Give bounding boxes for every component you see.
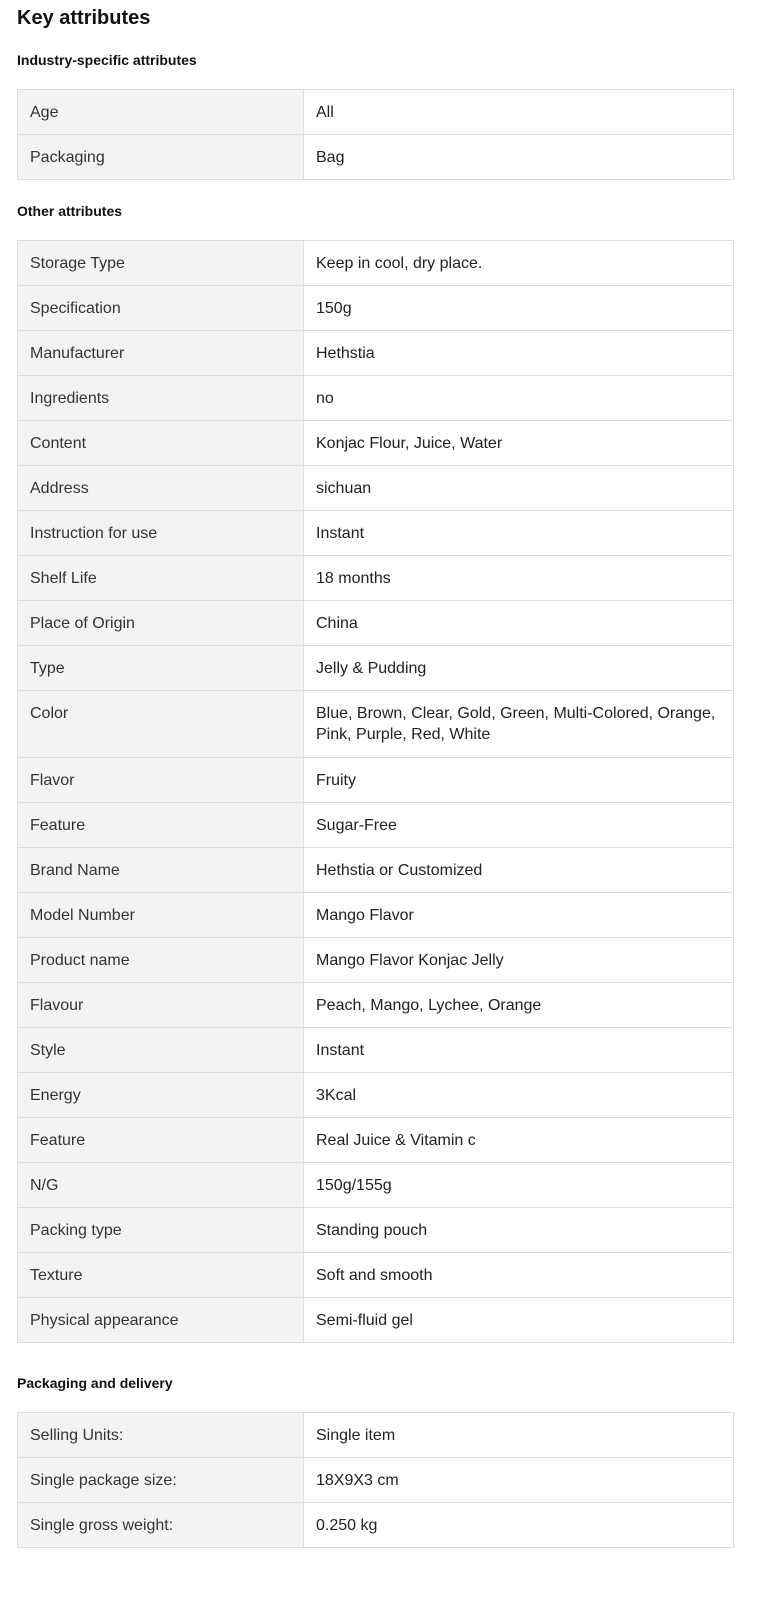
table-row	[18, 601, 734, 646]
attribute-key: Specification	[18, 286, 304, 331]
other-attributes-table	[17, 240, 734, 1343]
attribute-value: no	[304, 376, 734, 421]
attribute-key: Instruction for use	[18, 511, 304, 556]
section-heading-packaging: Packaging and delivery	[17, 1375, 173, 1391]
attribute-value: Single item	[304, 1413, 734, 1458]
table-row	[18, 758, 734, 803]
attribute-key: Packing type	[18, 1208, 304, 1253]
table-row	[18, 893, 734, 938]
attribute-value: Mango Flavor	[304, 893, 734, 938]
section-heading-industry: Industry-specific attributes	[17, 52, 197, 68]
attribute-key: Texture	[18, 1253, 304, 1298]
table-row	[18, 511, 734, 556]
attribute-value: All	[304, 90, 734, 135]
attribute-key: Color	[18, 691, 304, 758]
table-row	[18, 376, 734, 421]
attribute-key: Feature	[18, 1118, 304, 1163]
page-title: Key attributes	[17, 7, 151, 29]
attribute-value: Real Juice & Vitamin c	[304, 1118, 734, 1163]
table-row	[18, 331, 734, 376]
attribute-key: N/G	[18, 1163, 304, 1208]
attribute-value: 18 months	[304, 556, 734, 601]
attribute-key: Selling Units:	[18, 1413, 304, 1458]
attribute-key: Physical appearance	[18, 1298, 304, 1343]
attribute-key: Flavour	[18, 983, 304, 1028]
attribute-value: Bag	[304, 135, 734, 180]
attribute-key: Product name	[18, 938, 304, 983]
attribute-value: sichuan	[304, 466, 734, 511]
attribute-value: 150g/155g	[304, 1163, 734, 1208]
attribute-value: Blue, Brown, Clear, Gold, Green, Multi-Colored, Orange, Pink, Purple, Red, White	[304, 691, 734, 758]
table-row	[18, 848, 734, 893]
table-row	[18, 1413, 734, 1458]
attribute-value: Konjac Flour, Juice, Water	[304, 421, 734, 466]
attribute-value: China	[304, 601, 734, 646]
table-row	[18, 1298, 734, 1343]
attribute-value: Instant	[304, 1028, 734, 1073]
table-row	[18, 1253, 734, 1298]
attribute-value: 3Kcal	[304, 1073, 734, 1118]
attribute-key: Address	[18, 466, 304, 511]
table-row	[18, 646, 734, 691]
table-row	[18, 556, 734, 601]
attribute-key: Feature	[18, 803, 304, 848]
table-row	[18, 241, 734, 286]
attribute-key: Manufacturer	[18, 331, 304, 376]
table-row	[18, 1073, 734, 1118]
table-row	[18, 421, 734, 466]
attribute-key: Shelf Life	[18, 556, 304, 601]
attribute-key: Age	[18, 90, 304, 135]
attribute-key: Single gross weight:	[18, 1503, 304, 1548]
attribute-key: Style	[18, 1028, 304, 1073]
attribute-value: Keep in cool, dry place.	[304, 241, 734, 286]
section-heading-other: Other attributes	[17, 203, 123, 219]
industry-attributes-table	[17, 89, 734, 180]
table-row	[18, 1028, 734, 1073]
table-row	[18, 286, 734, 331]
attribute-value: Hethstia	[304, 331, 734, 376]
table-row	[18, 90, 734, 135]
attribute-key: Storage Type	[18, 241, 304, 286]
attribute-key: Place of Origin	[18, 601, 304, 646]
attribute-value: Peach, Mango, Lychee, Orange	[304, 983, 734, 1028]
table-row	[18, 1208, 734, 1253]
attribute-value: Jelly & Pudding	[304, 646, 734, 691]
table-row	[18, 466, 734, 511]
attribute-key: Single package size:	[18, 1458, 304, 1503]
table-row	[18, 691, 734, 758]
attribute-key: Ingredients	[18, 376, 304, 421]
attribute-key: Packaging	[18, 135, 304, 180]
attribute-key: Energy	[18, 1073, 304, 1118]
attribute-value: Sugar-Free	[304, 803, 734, 848]
attribute-key: Content	[18, 421, 304, 466]
table-row	[18, 1503, 734, 1548]
attribute-key: Type	[18, 646, 304, 691]
table-row	[18, 1118, 734, 1163]
table-row	[18, 1163, 734, 1208]
attribute-value: Standing pouch	[304, 1208, 734, 1253]
attribute-value: Soft and smooth	[304, 1253, 734, 1298]
table-row	[18, 1458, 734, 1503]
attribute-value: 18X9X3 cm	[304, 1458, 734, 1503]
attribute-value: Instant	[304, 511, 734, 556]
attribute-key: Model Number	[18, 893, 304, 938]
attribute-value: Fruity	[304, 758, 734, 803]
table-row	[18, 983, 734, 1028]
table-row	[18, 803, 734, 848]
table-row	[18, 135, 734, 180]
packaging-delivery-table	[17, 1412, 734, 1548]
attribute-key: Brand Name	[18, 848, 304, 893]
attribute-value: Semi-fluid gel	[304, 1298, 734, 1343]
attribute-value: 0.250 kg	[304, 1503, 734, 1548]
table-row	[18, 938, 734, 983]
attribute-key: Flavor	[18, 758, 304, 803]
attribute-value: 150g	[304, 286, 734, 331]
attribute-value: Mango Flavor Konjac Jelly	[304, 938, 734, 983]
attribute-value: Hethstia or Customized	[304, 848, 734, 893]
